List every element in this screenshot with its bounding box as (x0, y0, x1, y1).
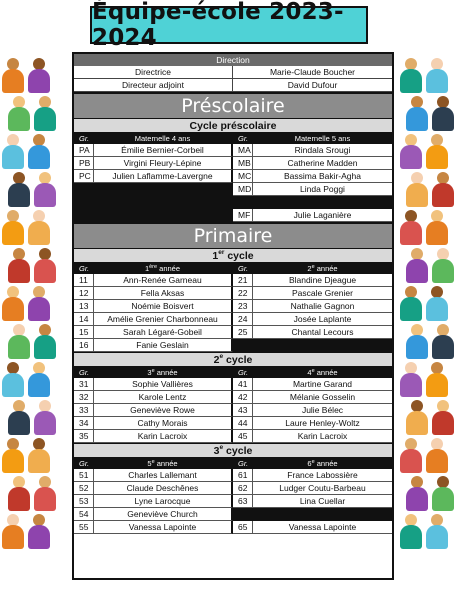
person-figure (400, 362, 422, 397)
direction-role: Directeur adjoint (74, 79, 233, 92)
person-figure (8, 172, 30, 207)
group-code: 35 (74, 430, 94, 443)
person-figure (8, 96, 30, 131)
teacher-name: Vanessa Lapointe (94, 521, 233, 534)
group-column-header: Gr. (233, 367, 253, 378)
group-code: 23 (233, 300, 253, 313)
teacher-name: Geneviève Church (94, 508, 233, 521)
teacher-name: Sarah Légaré-Gobeil (94, 326, 233, 339)
teacher-name: Sophie Vallières (94, 378, 233, 391)
cycle-number: 1 (212, 249, 219, 262)
teacher-name: Ann-Renée Garneau (94, 274, 233, 287)
teacher-name: Ludger Coutu-Barbeau (253, 482, 392, 495)
teacher-name: Karin Lacroix (253, 430, 392, 443)
group-code: 13 (74, 300, 94, 313)
person-figure (406, 476, 428, 511)
group-code: 51 (74, 469, 94, 482)
direction-row (74, 79, 392, 92)
staff-row (74, 157, 392, 170)
group-code: MA (233, 144, 253, 157)
cycle-title (74, 352, 392, 367)
teacher-name (253, 196, 392, 209)
person-figure (406, 96, 428, 131)
cycle-number-suffix: e (219, 353, 224, 360)
cycle-title (74, 443, 392, 458)
group-column-header: Gr. (74, 458, 94, 469)
staff-row (74, 326, 392, 339)
cycle-title-row (74, 352, 392, 367)
teacher-name: Claude Deschênes (94, 482, 233, 495)
group-code: 33 (74, 404, 94, 417)
teacher-name (94, 196, 233, 209)
group-code: MD (233, 183, 253, 196)
person-figure (28, 438, 50, 473)
staff-row (74, 313, 392, 326)
group-code: 16 (74, 339, 94, 352)
group-code (233, 196, 253, 209)
grade-number: 4 (307, 368, 312, 377)
teacher-name: Charles Lallemant (94, 469, 233, 482)
group-code: PC (74, 170, 94, 183)
teacher-name: Cathy Morais (94, 417, 233, 430)
staff-row (74, 209, 392, 222)
teacher-name: Laure Henley-Woltz (253, 417, 392, 430)
grade-column-header (253, 458, 392, 469)
group-code: 61 (233, 469, 253, 482)
teacher-name: Lyne Larocque (94, 495, 233, 508)
staff-row (74, 469, 392, 482)
grade-suffix: e (151, 458, 155, 465)
teacher-name: France Labossière (253, 469, 392, 482)
teacher-name: Amélie Grenier Charbonneau (94, 313, 233, 326)
group-code: 34 (74, 417, 94, 430)
person-figure (432, 248, 454, 283)
group-code: 31 (74, 378, 94, 391)
grade-word: année (316, 264, 338, 273)
staff-row (74, 391, 392, 404)
person-figure (426, 438, 448, 473)
person-figure (426, 210, 448, 245)
grade-number: 3 (147, 368, 152, 377)
group-code: 55 (74, 521, 94, 534)
teacher-name: Catherine Madden (253, 157, 392, 170)
group-code: PA (74, 144, 94, 157)
person-figure (28, 210, 50, 245)
group-code: MC (233, 170, 253, 183)
group-code: 11 (74, 274, 94, 287)
section-title-prescolaire: Préscolaire (74, 92, 392, 118)
page-title-banner (90, 0, 368, 51)
teacher-name: Rindala Srougi (253, 144, 392, 157)
person-figure (432, 476, 454, 511)
person-figure (28, 514, 50, 549)
person-figure (34, 400, 56, 435)
staff-row (74, 430, 392, 443)
person-figure (8, 248, 30, 283)
staff-row (74, 339, 392, 352)
person-figure (2, 134, 24, 169)
grade-suffix: e (311, 367, 315, 374)
person-figure (34, 248, 56, 283)
cycle-number-suffix: e (219, 444, 224, 451)
group-code: 44 (233, 417, 253, 430)
direction-name: David Dufour (233, 79, 392, 92)
teacher-name (94, 209, 233, 222)
teacher-name: Fanie Geslain (94, 339, 233, 352)
group-code: 22 (233, 287, 253, 300)
person-figure (406, 324, 428, 359)
teacher-name: Linda Poggi (253, 183, 392, 196)
person-figure (8, 324, 30, 359)
person-figure (400, 286, 422, 321)
cycle-title-row (74, 248, 392, 263)
person-figure (2, 514, 24, 549)
staff-row (74, 495, 392, 508)
person-figure (432, 324, 454, 359)
staff-row (74, 287, 392, 300)
group-code: 62 (233, 482, 253, 495)
teacher-name: Julie Bélec (253, 404, 392, 417)
group-code: 32 (74, 391, 94, 404)
person-figure (2, 286, 24, 321)
column-header-row (74, 263, 392, 274)
grade-word: année (316, 368, 338, 377)
person-figure (400, 210, 422, 245)
person-figure (28, 362, 50, 397)
group-code: 14 (74, 313, 94, 326)
cycle-title-row (74, 443, 392, 458)
grade-word: année (159, 264, 181, 273)
teacher-name: Geneviève Rowe (94, 404, 233, 417)
person-figure (426, 514, 448, 549)
grade-column-header (94, 263, 233, 274)
cycle-number: 2 (213, 353, 220, 366)
grade-column-header (94, 458, 233, 469)
person-figure (8, 476, 30, 511)
group-code: 52 (74, 482, 94, 495)
group-column-header: Gr. (74, 133, 94, 144)
staff-row (74, 378, 392, 391)
teacher-name: Chantal Lecours (253, 326, 392, 339)
staff-row (74, 417, 392, 430)
teacher-name: Bassima Bakir-Agha (253, 170, 392, 183)
page-title: Équipe-école 2023-2024 (92, 0, 344, 51)
person-figure (406, 400, 428, 435)
column-header-row (74, 133, 392, 144)
group-code: 25 (233, 326, 253, 339)
grade-number: 1 (144, 264, 150, 273)
person-figure (34, 476, 56, 511)
direction-role: Directrice (74, 66, 233, 79)
grade-number: 5 (147, 459, 152, 468)
group-column-header: Gr. (233, 133, 253, 144)
grade-number: 2 (307, 264, 312, 273)
group-code (233, 508, 253, 521)
group-code: PB (74, 157, 94, 170)
group-code (233, 339, 253, 352)
group-code (74, 209, 94, 222)
grade-column-header (253, 367, 392, 378)
group-code: 63 (233, 495, 253, 508)
person-figure (2, 362, 24, 397)
teacher-name: Blandine Djeague (253, 274, 392, 287)
cycle-word: cycle (226, 444, 253, 457)
teacher-name: Fella Aksas (94, 287, 233, 300)
grade-number: 6 (307, 459, 312, 468)
teacher-name: Martine Garand (253, 378, 392, 391)
staff-row (74, 300, 392, 313)
grade-suffix: e (311, 263, 315, 270)
cycle-number-suffix: er (218, 249, 225, 256)
person-figure (34, 96, 56, 131)
group-column-header: Gr. (74, 263, 94, 274)
staff-row (74, 183, 392, 196)
staff-table (72, 52, 394, 580)
group-column-header: Gr. (74, 367, 94, 378)
staff-row (74, 170, 392, 183)
grade-word: année (156, 368, 178, 377)
person-figure (28, 134, 50, 169)
person-figure (432, 172, 454, 207)
staff-row (74, 144, 392, 157)
level-column-header: Maternelle 5 ans (253, 133, 392, 144)
staff-row (74, 274, 392, 287)
person-figure (28, 58, 50, 93)
group-code: 54 (74, 508, 94, 521)
group-code: 21 (233, 274, 253, 287)
person-figure (426, 134, 448, 169)
teacher-name: Julie Laganière (253, 209, 392, 222)
person-figure (28, 286, 50, 321)
direction-name: Marie-Claude Boucher (233, 66, 392, 79)
group-code: MF (233, 209, 253, 222)
teacher-name: Nathalie Gagnon (253, 300, 392, 313)
teacher-name: Émilie Bernier-Corbeil (94, 144, 233, 157)
section-title-primaire: Primaire (74, 222, 392, 248)
teacher-name: Noémie Boisvert (94, 300, 233, 313)
teacher-name: Mélanie Gosselin (253, 391, 392, 404)
column-header-row (74, 458, 392, 469)
person-figure (2, 438, 24, 473)
person-figure (426, 58, 448, 93)
cycle-number: 3 (213, 444, 220, 457)
grade-column-header (253, 263, 392, 274)
grade-suffix: e (151, 367, 155, 374)
group-code (74, 183, 94, 196)
cycle-title-prescolaire: Cycle préscolaire (74, 118, 392, 133)
grade-suffix: ère (149, 263, 158, 270)
cycle-title (74, 248, 392, 263)
person-figure (8, 400, 30, 435)
staff-row (74, 404, 392, 417)
group-code: 41 (233, 378, 253, 391)
grade-column-header (94, 367, 233, 378)
direction-heading: Direction (74, 54, 392, 66)
grade-word: année (156, 459, 178, 468)
teacher-name (94, 183, 233, 196)
teacher-name: Josée Laplante (253, 313, 392, 326)
grade-suffix: e (311, 458, 315, 465)
group-column-header: Gr. (233, 263, 253, 274)
group-code: 45 (233, 430, 253, 443)
person-figure (2, 58, 24, 93)
staff-row (74, 508, 392, 521)
staff-row (74, 482, 392, 495)
group-code (74, 196, 94, 209)
person-figure (406, 248, 428, 283)
person-figure (400, 134, 422, 169)
teacher-name: Julien Laflamme-Lavergne (94, 170, 233, 183)
person-figure (426, 286, 448, 321)
group-code: 12 (74, 287, 94, 300)
cycle-word: cycle (227, 249, 254, 262)
staff-row (74, 196, 392, 209)
person-figure (34, 172, 56, 207)
group-column-header: Gr. (233, 458, 253, 469)
person-figure (400, 438, 422, 473)
person-figure (426, 362, 448, 397)
decorative-people-right (400, 58, 458, 558)
person-figure (432, 400, 454, 435)
teacher-name: Vanessa Lapointe (253, 521, 392, 534)
direction-row (74, 66, 392, 79)
teacher-name (253, 339, 392, 352)
person-figure (406, 172, 428, 207)
person-figure (2, 210, 24, 245)
teacher-name: Virgini Fleury-Lépine (94, 157, 233, 170)
group-code: MB (233, 157, 253, 170)
cycle-word: cycle (226, 353, 253, 366)
decorative-people-left (2, 58, 60, 558)
person-figure (34, 324, 56, 359)
teacher-name: Karin Lacroix (94, 430, 233, 443)
teacher-name (253, 508, 392, 521)
person-figure (400, 514, 422, 549)
grade-word: année (316, 459, 338, 468)
staff-row (74, 521, 392, 534)
group-code: 53 (74, 495, 94, 508)
teacher-name: Karole Lentz (94, 391, 233, 404)
column-header-row (74, 367, 392, 378)
teacher-name: Pascale Grenier (253, 287, 392, 300)
person-figure (400, 58, 422, 93)
group-code: 42 (233, 391, 253, 404)
level-column-header: Maternelle 4 ans (94, 133, 233, 144)
group-code: 65 (233, 521, 253, 534)
teacher-name: Lina Cuellar (253, 495, 392, 508)
group-code: 43 (233, 404, 253, 417)
group-code: 15 (74, 326, 94, 339)
group-code: 24 (233, 313, 253, 326)
person-figure (432, 96, 454, 131)
